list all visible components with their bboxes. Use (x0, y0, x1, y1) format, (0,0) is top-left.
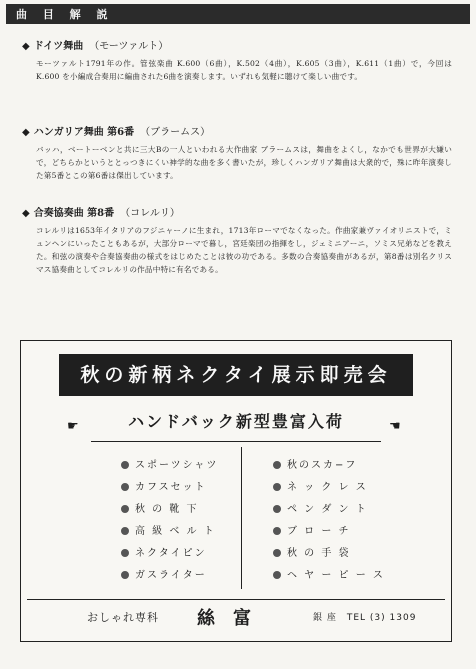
list-item-label: ヘ ヤ ー ピ ー ス (287, 570, 385, 581)
section-hungarian-dance (22, 126, 452, 182)
list-item-label: ネ ッ ク レ ス (287, 482, 368, 493)
ad-subheading: ハンドバック新型豊富入荷 (128, 412, 344, 431)
list-item-label: 高 級 ベ ル ト (135, 526, 216, 537)
section-german-dances (22, 40, 452, 83)
diamond-bullet-icon: ◆ (22, 127, 30, 138)
section-heading (22, 207, 452, 221)
bullet-dot-icon (273, 527, 281, 535)
list-item (273, 477, 413, 499)
section-title: 合奏協奏曲 第8番 (33, 208, 115, 219)
section-composer: （モーツァルト） (89, 41, 169, 52)
ad-banner: 秋の新柄ネクタイ展示即売会 (59, 354, 413, 396)
list-item-label: カフスセット (135, 482, 207, 493)
list-item (273, 455, 413, 477)
contact-info: 銀 座 TEL (3) 1309 (313, 613, 417, 623)
bullet-dot-icon (121, 571, 129, 579)
pointing-hand-icon: ☛ (67, 419, 79, 434)
bullet-dot-icon (121, 461, 129, 469)
section-composer: （コレルリ） (120, 208, 180, 219)
bullet-dot-icon (121, 527, 129, 535)
advertisement (20, 340, 452, 642)
list-item (121, 521, 261, 543)
ad-items-right (273, 455, 413, 587)
section-body: バッハ，ベートーベンと共に三大Bの一人といわれる大作曲家 ブラームスは，舞曲をよくし，なかでも世界が大嫌いで，どちらかというととっつきにくい神学的な曲を多く書いたが，珍しくハンガリア舞曲は大衆的で，殊に昨年演奏した第5番とこの第6番は傑出しています。 (36, 145, 452, 180)
diamond-bullet-icon: ◆ (22, 41, 30, 52)
bullet-dot-icon (121, 483, 129, 491)
list-item (273, 521, 413, 543)
list-item (273, 565, 413, 587)
section-composer: （ブラームス） (140, 127, 211, 138)
bullet-dot-icon (273, 571, 281, 579)
list-item (121, 565, 261, 587)
ad-items-left (121, 455, 261, 587)
bullet-dot-icon (121, 505, 129, 513)
section-heading (22, 40, 452, 54)
list-item-label: ガスライター (135, 570, 207, 581)
ad-footer (27, 599, 445, 630)
bullet-dot-icon (273, 461, 281, 469)
list-item-label: 秋のスカ−フ (287, 460, 358, 471)
section-heading (22, 126, 452, 140)
section-body: コレルリは1653年イタリアのフジニャーノに生まれ，1713年ローマでなくなった。作曲家兼ヴァイオリニストで，ミュンヘンにいったこともあるが，大部分ローマで暮し，宮廷楽団の指揮をし，ジェミニアーニ，ソミス兄弟などを教えた。和弦の演奏や合奏協奏曲の様式をはじめたことは彼の功である。多数の合奏協奏曲があるが，第8番は別名クリスマス協奏曲としてコレルリの作品中特に有名である。 (36, 226, 452, 274)
section-concerto-grosso (22, 207, 452, 276)
list-item-label: ブ ロ ー チ (287, 526, 351, 537)
list-item-label: 秋 の 手 袋 (287, 548, 351, 559)
list-item (273, 499, 413, 521)
ad-tagline: おしゃれ専科 (87, 611, 159, 624)
list-item (121, 499, 261, 521)
list-item (121, 455, 261, 477)
list-item-label: ネクタイピン (135, 548, 207, 559)
bullet-dot-icon (273, 549, 281, 557)
bullet-dot-icon (273, 505, 281, 513)
list-item-label: 秋 の 靴 下 (135, 504, 199, 515)
list-item (121, 477, 261, 499)
list-item (273, 543, 413, 565)
divider (91, 441, 381, 442)
section-title: ドイツ舞曲 (33, 41, 84, 52)
page-title: 曲 目 解 説 (16, 8, 114, 21)
bullet-dot-icon (121, 549, 129, 557)
section-body: モーツァルト1791年の作。管弦楽曲 K.600（6曲），K.502（4曲），K.605（3曲），K.611（1曲）で，今回は K.600 を小編成合奏用に編曲された6曲を演奏します。いずれも気軽に聴けて楽しい曲です。 (36, 59, 452, 81)
header-bar (6, 4, 470, 24)
pointing-hand-icon: ☚ (389, 419, 401, 434)
section-title: ハンガリア舞曲 第6番 (33, 127, 135, 138)
list-item (121, 543, 261, 565)
list-item-label: ペ ン ダ ン ト (287, 504, 368, 515)
diamond-bullet-icon: ◆ (22, 208, 30, 219)
list-item-label: スポーツシャツ (135, 460, 219, 471)
bullet-dot-icon (273, 483, 281, 491)
brand-name: 絲富 (197, 608, 269, 629)
